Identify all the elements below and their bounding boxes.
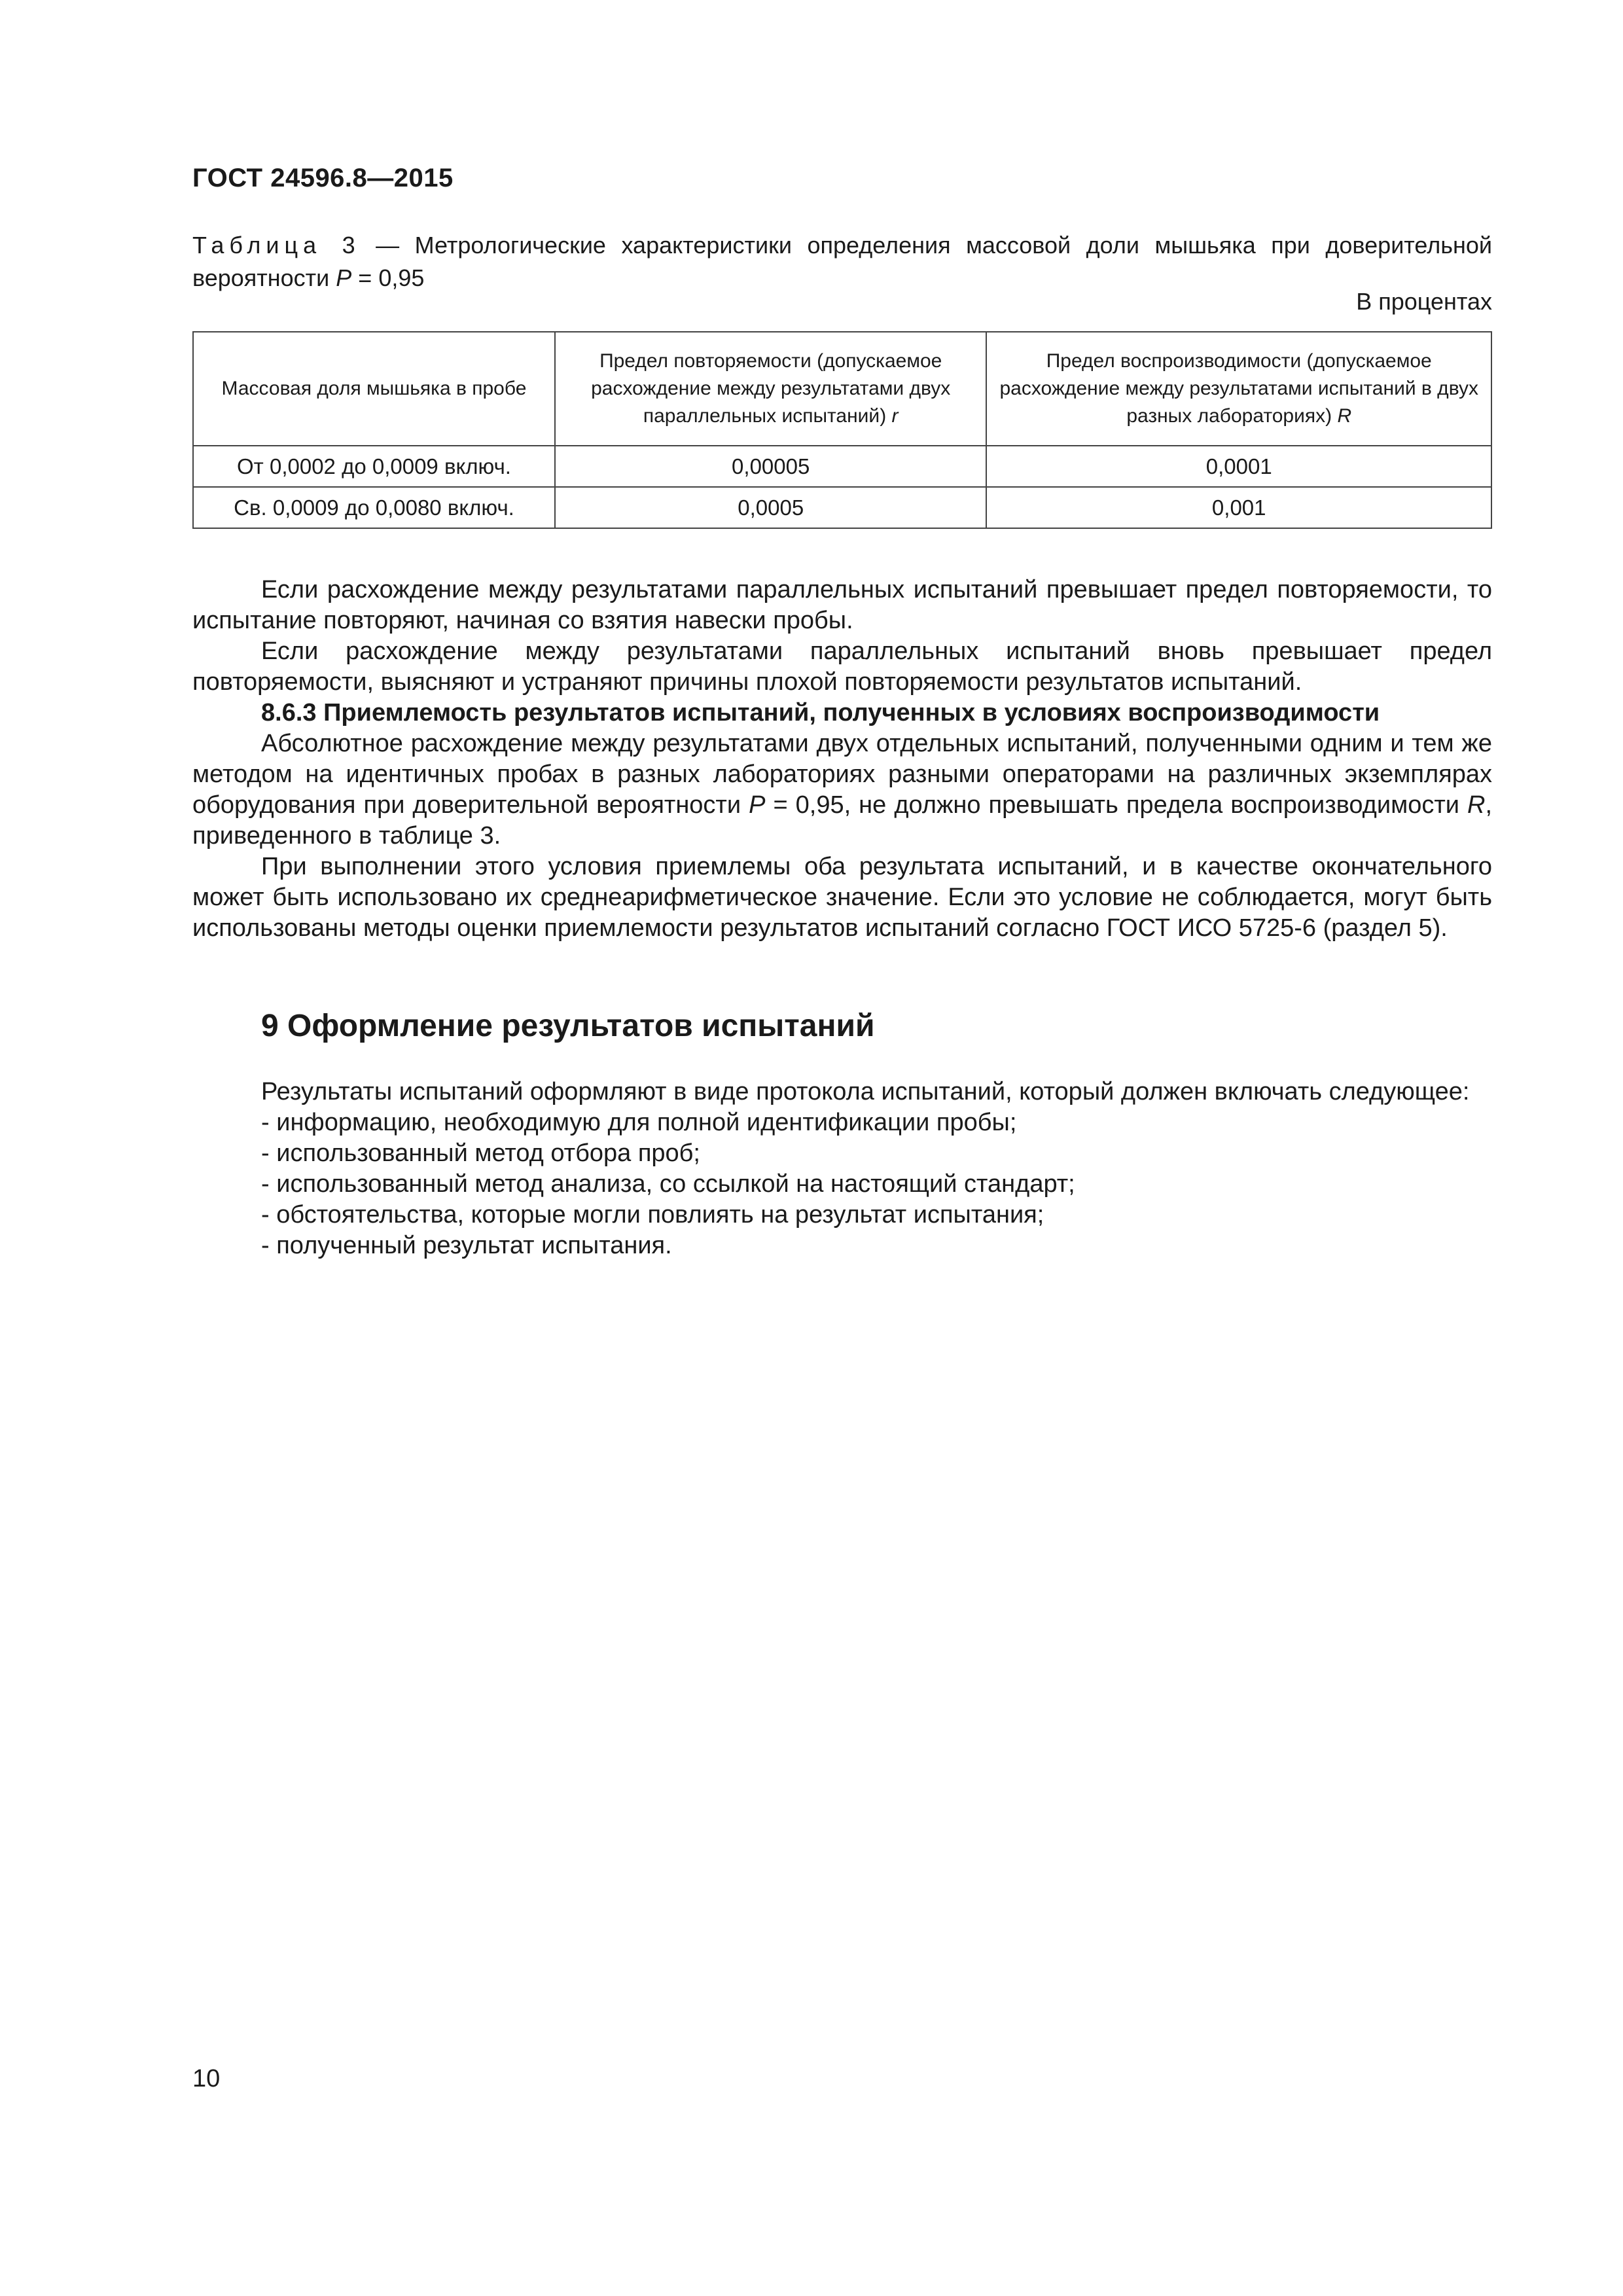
header-mass-fraction: Массовая доля мышьяка в пробе [193, 332, 555, 446]
table-header-row [193, 332, 1491, 446]
metrology-table [192, 331, 1492, 529]
cell-repeatability: 0,00005 [555, 446, 987, 487]
requirements-list [192, 1107, 1492, 1261]
body-text [192, 575, 1492, 944]
table-caption [192, 229, 1492, 295]
list-item: - использованный метод отбора проб; [261, 1138, 1492, 1169]
header-reproducibility: Предел воспроизводимости (допускаемое расхождение между результатами испытаний в двух разных лабораториях) R [986, 332, 1491, 446]
table-units: В процентах [1356, 288, 1492, 315]
cell-reproducibility: 0,001 [986, 487, 1491, 528]
paragraph: Абсолютное расхождение между результатами двух отдельных испытаний, полученными одним и тем же методом на идентичных пробах в разных лабораториях разными операторами на различных экземплярах оборудования при доверительной вероятности P = 0,95, не должно превышать предела воспроизводимости R, приведенного в таблице 3. [192, 730, 1492, 850]
table-row [193, 446, 1491, 487]
table-caption-text: — Метрологические характеристики определения массовой доли мышьяка при доверительной вероятности [192, 232, 1492, 291]
table-caption-symbol: P [336, 264, 352, 291]
cell-mass-fraction: Св. 0,0009 до 0,0080 включ. [193, 487, 555, 528]
header-repeatability: Предел повторяемости (допускаемое расхождение между результатами двух параллельных испытаний) r [555, 332, 987, 446]
table-row [193, 487, 1491, 528]
list-item: - использованный метод анализа, со ссылкой на настоящий стандарт; [261, 1169, 1492, 1200]
section-body [192, 1077, 1492, 1261]
paragraph: При выполнении этого условия приемлемы оба результата испытаний, и в качестве окончательного может быть использовано их среднеарифметическое значение. Если это условие не соблюдается, могут быть использованы методы оценки приемлемости результатов испытаний согласно ГОСТ ИСО 5725-6 (раздел 5). [192, 853, 1492, 942]
section-title: 9 Оформление результатов испытаний [261, 1009, 875, 1043]
list-item: - обстоятельства, которые могли повлиять на результат испытания; [261, 1200, 1492, 1230]
clause-heading: 8.6.3 Приемлемость результатов испытаний, полученных в условиях воспроизводимости [261, 699, 1380, 726]
table-caption-label: Таблица 3 [192, 232, 361, 259]
cell-reproducibility: 0,0001 [986, 446, 1491, 487]
page-number: 10 [192, 2065, 221, 2092]
paragraph: Если расхождение между результатами параллельных испытаний вновь превышает предел повторяемости, выясняют и устраняют причины плохой повторяемости результатов испытаний. [192, 637, 1492, 696]
document-header: ГОСТ 24596.8—2015 [192, 164, 454, 192]
cell-repeatability: 0,0005 [555, 487, 987, 528]
list-item: - полученный результат испытания. [261, 1230, 1492, 1261]
table-caption-value: = 0,95 [351, 264, 425, 291]
paragraph: Если расхождение между результатами параллельных испытаний превышает предел повторяемости, то испытание повторяют, начиная со взятия навески пробы. [192, 576, 1492, 634]
list-item: - информацию, необходимую для полной идентификации пробы; [261, 1107, 1492, 1138]
cell-mass-fraction: От 0,0002 до 0,0009 включ. [193, 446, 555, 487]
paragraph: Результаты испытаний оформляют в виде протокола испытаний, который должен включать следующее: [261, 1078, 1470, 1105]
